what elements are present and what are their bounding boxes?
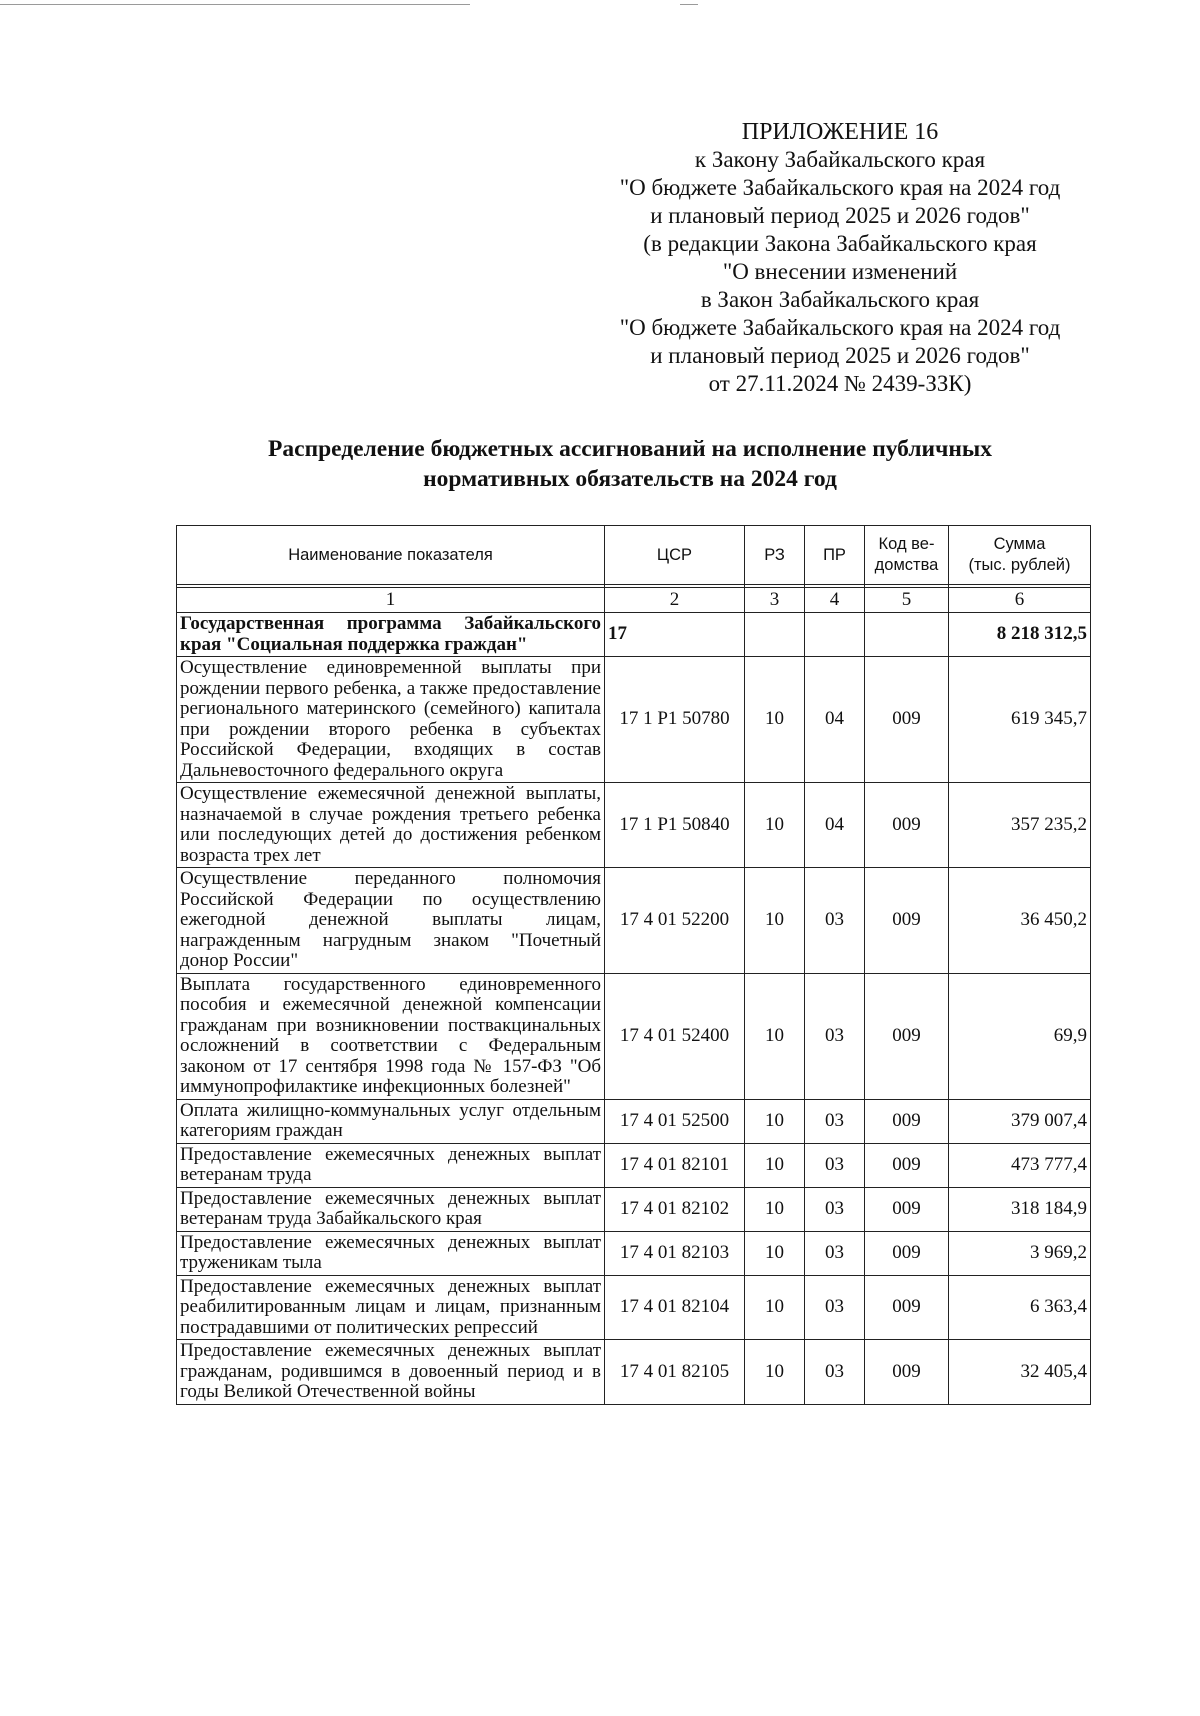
row-sum: 6 363,4: [949, 1275, 1091, 1340]
appendix-line: от 27.11.2024 № 2439-ЗЗК): [708, 371, 972, 396]
row-dept: 009: [865, 783, 949, 868]
row-name: Осуществление единовременной выплаты при рождении первого ребенка, а также предоставление регионального материнского (семейного) капитала при рождении второго ребенка в субъектах Российской Федерации, входящих в состав Дальневосточного федерального округа: [177, 657, 605, 783]
program-name: Государственная программа Забайкальского края "Социальная поддержка граждан": [177, 613, 605, 657]
row-pr: 03: [805, 1143, 865, 1187]
row-pr: 04: [805, 657, 865, 783]
row-csr: 17 4 01 82101: [605, 1143, 745, 1187]
program-row: [177, 613, 1091, 657]
header-dept-line1: Код ве-: [878, 535, 935, 553]
budget-table: [176, 525, 1091, 1405]
row-dept: 009: [865, 1099, 949, 1143]
row-dept: 009: [865, 657, 949, 783]
row-pr: 03: [805, 1340, 865, 1405]
table-row: [177, 657, 1091, 783]
row-sum: 69,9: [949, 973, 1091, 1099]
header-sum: [949, 526, 1091, 585]
row-sum: 32 405,4: [949, 1340, 1091, 1405]
row-sum: 379 007,4: [949, 1099, 1091, 1143]
row-pr: 03: [805, 868, 865, 974]
program-sum: 8 218 312,5: [949, 613, 1091, 657]
row-dept: 009: [865, 973, 949, 1099]
table-row: [177, 868, 1091, 974]
column-number: 3: [745, 588, 805, 613]
row-sum: 357 235,2: [949, 783, 1091, 868]
row-rz: 10: [745, 1275, 805, 1340]
row-name: Предоставление ежемесячных денежных выплат ветеранам труда: [177, 1143, 605, 1187]
row-dept: 009: [865, 1143, 949, 1187]
row-rz: 10: [745, 1187, 805, 1231]
row-csr: 17 4 01 82105: [605, 1340, 745, 1405]
row-rz: 10: [745, 973, 805, 1099]
row-csr: 17 4 01 82102: [605, 1187, 745, 1231]
row-dept: 009: [865, 868, 949, 974]
row-csr: 17 1 P1 50840: [605, 783, 745, 868]
document-title: [190, 434, 1070, 494]
row-rz: 10: [745, 868, 805, 974]
appendix-line: в Закон Забайкальского края: [700, 287, 980, 312]
row-sum: 36 450,2: [949, 868, 1091, 974]
row-rz: 10: [745, 1231, 805, 1275]
table-row: [177, 1231, 1091, 1275]
column-number-row: [177, 588, 1091, 613]
header-dept-line2: домства: [874, 556, 939, 574]
row-rz: 10: [745, 657, 805, 783]
column-number: 1: [177, 588, 605, 613]
table-row: [177, 783, 1091, 868]
row-name: Выплата государственного единовременного пособия и ежемесячной денежной компенсации гражданам при возникновении поствакцинальных осложнений в соответствии с Федеральным законом от 17 сентября 1998 года № 157-ФЗ "Об иммунопрофилактике инфекционных болезней": [177, 973, 605, 1099]
scan-edge-mark: [680, 4, 698, 5]
row-pr: 03: [805, 973, 865, 1099]
document-title-line1: Распределение бюджетных ассигнований на исполнение публичных: [268, 436, 992, 462]
row-sum: 318 184,9: [949, 1187, 1091, 1231]
scan-edge-line: [0, 4, 470, 5]
row-pr: 03: [805, 1187, 865, 1231]
header-rz: РЗ: [745, 526, 805, 585]
header-csr: ЦСР: [605, 526, 745, 585]
appendix-line: и плановый период 2025 и 2026 годов": [650, 343, 1030, 368]
row-csr: 17 4 01 52200: [605, 868, 745, 974]
row-dept: 009: [865, 1187, 949, 1231]
table-row: [177, 1187, 1091, 1231]
row-pr: 03: [805, 1231, 865, 1275]
header-sum-line1: Сумма: [993, 535, 1046, 553]
appendix-number: ПРИЛОЖЕНИЕ 16: [741, 119, 939, 145]
row-rz: 10: [745, 1099, 805, 1143]
program-dept: [865, 613, 949, 657]
document-title-line2: нормативных обязательств на 2024 год: [423, 466, 837, 492]
table-row: [177, 1340, 1091, 1405]
column-number: 5: [865, 588, 949, 613]
column-number: 6: [949, 588, 1091, 613]
row-name: Предоставление ежемесячных денежных выплат гражданам, родившимся в довоенный период и в годы Великой Отечественной войны: [177, 1340, 605, 1405]
program-rz: [745, 613, 805, 657]
row-csr: 17 4 01 82104: [605, 1275, 745, 1340]
appendix-line: и плановый период 2025 и 2026 годов": [650, 203, 1030, 228]
header-sum-line2: (тыс. рублей): [968, 556, 1071, 574]
table-row: [177, 1143, 1091, 1187]
row-dept: 009: [865, 1275, 949, 1340]
appendix-line: "О бюджете Забайкальского края на 2024 год: [619, 315, 1061, 340]
row-sum: 619 345,7: [949, 657, 1091, 783]
table-header-row: [177, 526, 1091, 585]
row-rz: 10: [745, 1340, 805, 1405]
row-sum: 3 969,2: [949, 1231, 1091, 1275]
header-name: Наименование показателя: [177, 526, 605, 585]
row-csr: 17 4 01 52400: [605, 973, 745, 1099]
appendix-line: к Закону Забайкальского края: [694, 147, 986, 172]
table-row: [177, 1275, 1091, 1340]
appendix-header: [590, 118, 1090, 398]
table-row: [177, 973, 1091, 1099]
row-sum: 473 777,4: [949, 1143, 1091, 1187]
row-dept: 009: [865, 1231, 949, 1275]
row-pr: 03: [805, 1099, 865, 1143]
row-name: Предоставление ежемесячных денежных выплат труженикам тыла: [177, 1231, 605, 1275]
table-row: [177, 1099, 1091, 1143]
appendix-line: (в редакции Закона Забайкальского края: [643, 231, 1037, 256]
row-dept: 009: [865, 1340, 949, 1405]
column-number: 4: [805, 588, 865, 613]
row-name: Предоставление ежемесячных денежных выплат ветеранам труда Забайкальского края: [177, 1187, 605, 1231]
column-number: 2: [605, 588, 745, 613]
row-rz: 10: [745, 1143, 805, 1187]
appendix-line: "О бюджете Забайкальского края на 2024 год: [619, 175, 1061, 200]
row-name: Оплата жилищно-коммунальных услуг отдельным категориям граждан: [177, 1099, 605, 1143]
program-csr: 17: [605, 613, 745, 657]
row-csr: 17 1 P1 50780: [605, 657, 745, 783]
row-pr: 04: [805, 783, 865, 868]
row-csr: 17 4 01 52500: [605, 1099, 745, 1143]
row-pr: 03: [805, 1275, 865, 1340]
header-pr: ПР: [805, 526, 865, 585]
row-csr: 17 4 01 82103: [605, 1231, 745, 1275]
header-dept: [865, 526, 949, 585]
appendix-line: "О внесении изменений: [722, 259, 958, 284]
row-name: Предоставление ежемесячных денежных выплат реабилитированным лицам и лицам, признанным пострадавшими от политических репрессий: [177, 1275, 605, 1340]
row-name: Осуществление ежемесячной денежной выплаты, назначаемой в случае рождения третьего ребенка или последующих детей до достижения ребенком возраста трех лет: [177, 783, 605, 868]
row-name: Осуществление переданного полномочия Российской Федерации по осуществлению ежегодной денежной выплаты лицам, награжденным нагрудным знаком "Почетный донор России": [177, 868, 605, 974]
row-rz: 10: [745, 783, 805, 868]
program-pr: [805, 613, 865, 657]
